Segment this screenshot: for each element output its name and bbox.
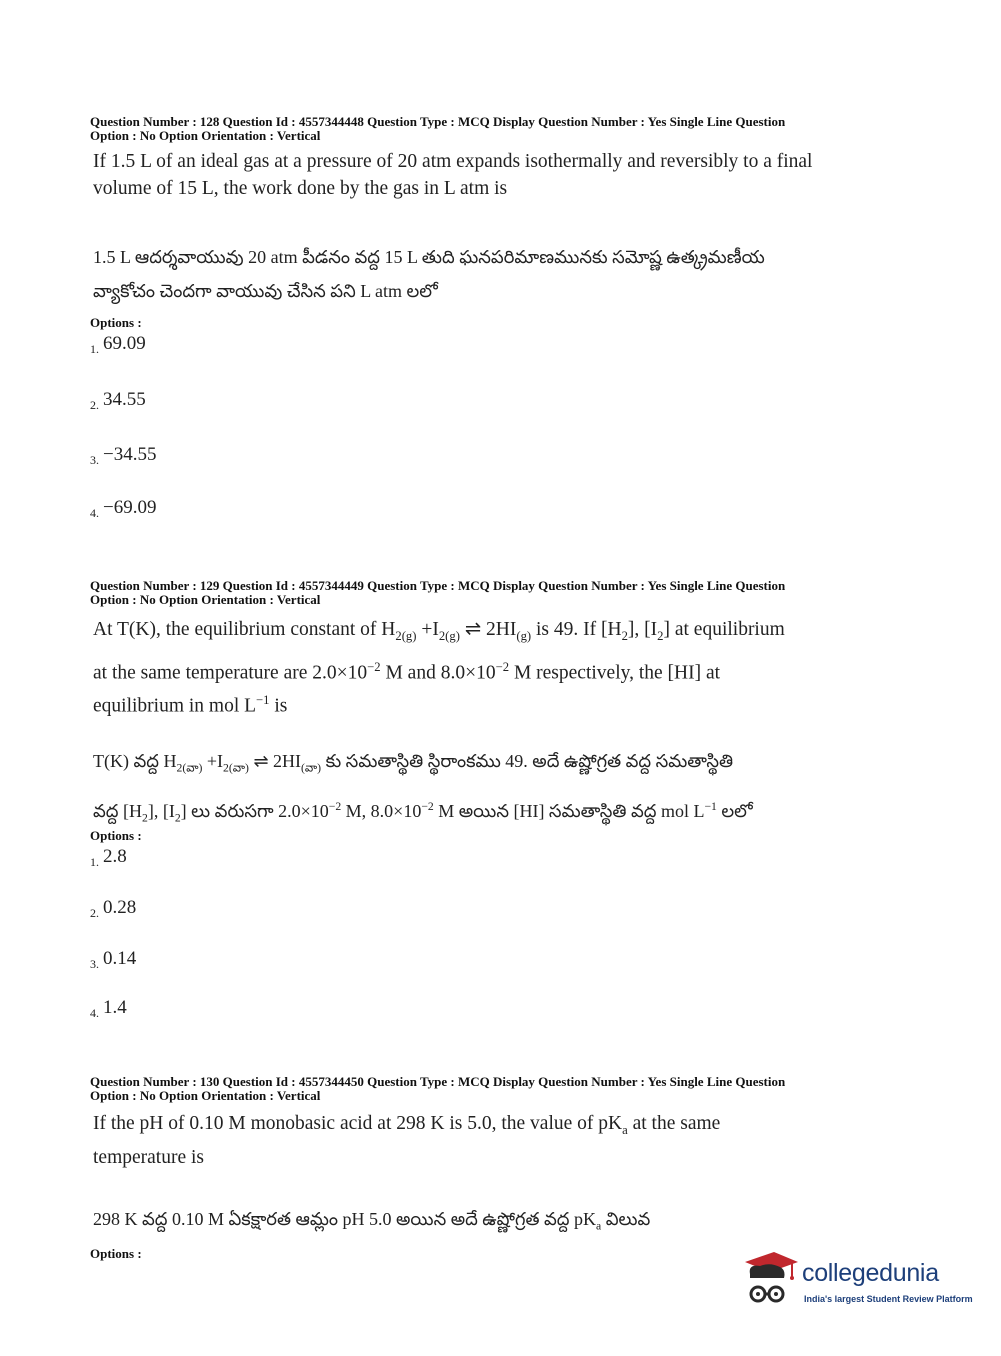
superscript: −2 bbox=[367, 659, 381, 674]
subscript: a bbox=[622, 1122, 628, 1137]
q129-en-line3 bbox=[93, 688, 863, 719]
q129-options-label: Options : bbox=[90, 828, 142, 843]
q130-meta-line1: Question Number : 130 Question Id : 4557344450 Question Type : MCQ Display Question Number : Yes Single Line Question bbox=[90, 1074, 786, 1089]
subscript: 2(వా) bbox=[223, 761, 249, 775]
subscript: 2 bbox=[657, 628, 664, 643]
option-value: 69.09 bbox=[103, 333, 146, 354]
text-run: T(K) వద్ద H bbox=[93, 751, 177, 771]
q129-telugu-text bbox=[93, 742, 863, 837]
subscript: 2(g) bbox=[395, 628, 417, 643]
q128-meta-line1: Question Number : 128 Question Id : 4557344448 Question Type : MCQ Display Question Number : Yes Single Line Question bbox=[90, 114, 786, 129]
q128-te-line2: వ్యాకోచం చెందగా వాయువు చేసిన పని L atm లలో bbox=[93, 281, 438, 301]
q129-en-line2 bbox=[93, 652, 863, 689]
q129-option-3[interactable] bbox=[90, 948, 136, 972]
q129-te-line2 bbox=[93, 788, 863, 838]
q128-option-4[interactable] bbox=[90, 497, 156, 521]
q130-en-line2: temperature is bbox=[93, 1146, 204, 1168]
q129-en-line1 bbox=[93, 614, 863, 652]
option-number: 1. bbox=[90, 855, 99, 869]
option-value: 0.28 bbox=[103, 897, 137, 918]
superscript: −2 bbox=[421, 799, 434, 813]
q128-option-3[interactable] bbox=[90, 444, 156, 468]
q128-option-2[interactable] bbox=[90, 389, 146, 413]
option-number: 2. bbox=[90, 906, 99, 920]
text-run: కు సమతాస్థితి స్థిరాంకము 49. అదే ఉష్ణోగ్రత వద్ద సమతాస్థితి bbox=[321, 751, 734, 771]
mascot-icon bbox=[740, 1250, 800, 1310]
text-run: M, 8.0×10 bbox=[341, 800, 422, 821]
q129-te-line1 bbox=[93, 742, 863, 788]
q130-en-line1 bbox=[93, 1110, 863, 1144]
superscript: −2 bbox=[495, 659, 510, 674]
text-run: ⇌ 2HI bbox=[459, 619, 517, 640]
q130-english-text bbox=[93, 1110, 863, 1171]
option-value: −34.55 bbox=[103, 444, 157, 465]
option-value: −69.09 bbox=[103, 497, 157, 518]
q129-option-1[interactable] bbox=[90, 846, 127, 870]
subscript: 2 bbox=[142, 811, 148, 825]
option-number: 3. bbox=[90, 453, 99, 467]
q129-english-text bbox=[93, 614, 863, 719]
brand-name: collegedunia bbox=[802, 1259, 939, 1287]
q130-telugu-text bbox=[93, 1202, 863, 1244]
subscript: (వా) bbox=[301, 761, 322, 775]
collegedunia-logo bbox=[740, 1250, 973, 1310]
option-value: 1.4 bbox=[103, 997, 127, 1018]
text-run: +I bbox=[202, 751, 224, 771]
q128-meta bbox=[90, 115, 890, 143]
text-run: M and 8.0×10 bbox=[380, 662, 496, 684]
q129-meta bbox=[90, 579, 890, 607]
q129-option-2[interactable] bbox=[90, 897, 136, 921]
subscript: 2 bbox=[174, 811, 181, 825]
q129-option-4[interactable] bbox=[90, 997, 127, 1021]
text-run: ⇌ 2HI bbox=[248, 751, 302, 771]
q128-en-line1: If 1.5 L of an ideal gas at a pressure of 20 atm expands isothermally and reversibly to a final bbox=[93, 151, 813, 172]
text-run: is bbox=[269, 695, 288, 717]
text-run: at the same bbox=[627, 1113, 721, 1134]
text-run: వద్ద [H bbox=[93, 800, 142, 821]
text-run: At T(K), the equilibrium constant of H bbox=[93, 619, 396, 640]
option-number: 3. bbox=[90, 957, 99, 971]
q129-meta-line2: Option : No Option Orientation : Vertical bbox=[90, 592, 321, 607]
q130-meta bbox=[90, 1075, 890, 1103]
brand-tagline: India's largest Student Review Platform bbox=[804, 1294, 973, 1304]
option-number: 1. bbox=[90, 342, 99, 356]
option-number: 4. bbox=[90, 1006, 99, 1020]
text-run: ], [I bbox=[627, 619, 658, 640]
text-run: విలువ bbox=[601, 1209, 651, 1229]
option-value: 34.55 bbox=[103, 389, 146, 410]
q128-meta-line2: Option : No Option Orientation : Vertical bbox=[90, 128, 321, 143]
superscript: −1 bbox=[256, 693, 270, 708]
subscript: 2 bbox=[621, 628, 628, 643]
q129-meta-line1: Question Number : 129 Question Id : 4557344449 Question Type : MCQ Display Question Number : Yes Single Line Question bbox=[90, 578, 786, 593]
text-run: 298 K వద్ద 0.10 M ఏకక్షారత ఆమ్లం pH 5.0 అయిన అదే ఉష్ణోగ్రత వద్ద pK bbox=[93, 1209, 597, 1229]
q128-telugu-text bbox=[93, 240, 863, 308]
text-run: at the same temperature are 2.0×10 bbox=[93, 662, 368, 684]
text-run: ], [I bbox=[147, 800, 175, 821]
q128-option-1[interactable] bbox=[90, 333, 146, 357]
option-value: 2.8 bbox=[103, 846, 127, 867]
option-number: 2. bbox=[90, 398, 99, 412]
option-value: 0.14 bbox=[103, 948, 137, 969]
superscript: −1 bbox=[704, 799, 717, 813]
text-run: M respectively, the [HI] at bbox=[509, 662, 721, 684]
text-run: ] at equilibrium bbox=[663, 619, 785, 640]
text-run: If the pH of 0.10 M monobasic acid at 298 K is 5.0, the value of pK bbox=[93, 1113, 623, 1134]
subscript: 2(g) bbox=[438, 628, 460, 643]
text-run: M అయిన [HI] సమతాస్థితి వద్ద mol L bbox=[433, 800, 705, 821]
q128-options-label: Options : bbox=[90, 315, 142, 330]
q128-english-text bbox=[93, 148, 863, 202]
superscript: −2 bbox=[328, 799, 342, 813]
q130-meta-line2: Option : No Option Orientation : Vertical bbox=[90, 1088, 321, 1103]
q128-en-line2: volume of 15 L, the work done by the gas in L atm is bbox=[93, 178, 508, 199]
text-run: లలో bbox=[716, 800, 753, 821]
subscript: a bbox=[596, 1219, 602, 1233]
q130-te-line1 bbox=[93, 1202, 863, 1244]
option-number: 4. bbox=[90, 506, 99, 520]
text-run: +I bbox=[416, 619, 439, 640]
text-run: equilibrium in mol L bbox=[93, 695, 257, 717]
text-run: ] లు వరుసగా 2.0×10 bbox=[180, 800, 329, 821]
subscript: (g) bbox=[516, 628, 532, 643]
q128-te-line1: 1.5 L ఆదర్శవాయువు 20 atm పీడనం వద్ద 15 L తుది ఘనపరిమాణమునకు సమోష్ణ ఉత్క్రమణీయ bbox=[93, 247, 765, 267]
subscript: 2(వా) bbox=[176, 761, 203, 775]
q130-options-label: Options : bbox=[90, 1246, 142, 1261]
text-run: is 49. If [H bbox=[531, 619, 622, 640]
